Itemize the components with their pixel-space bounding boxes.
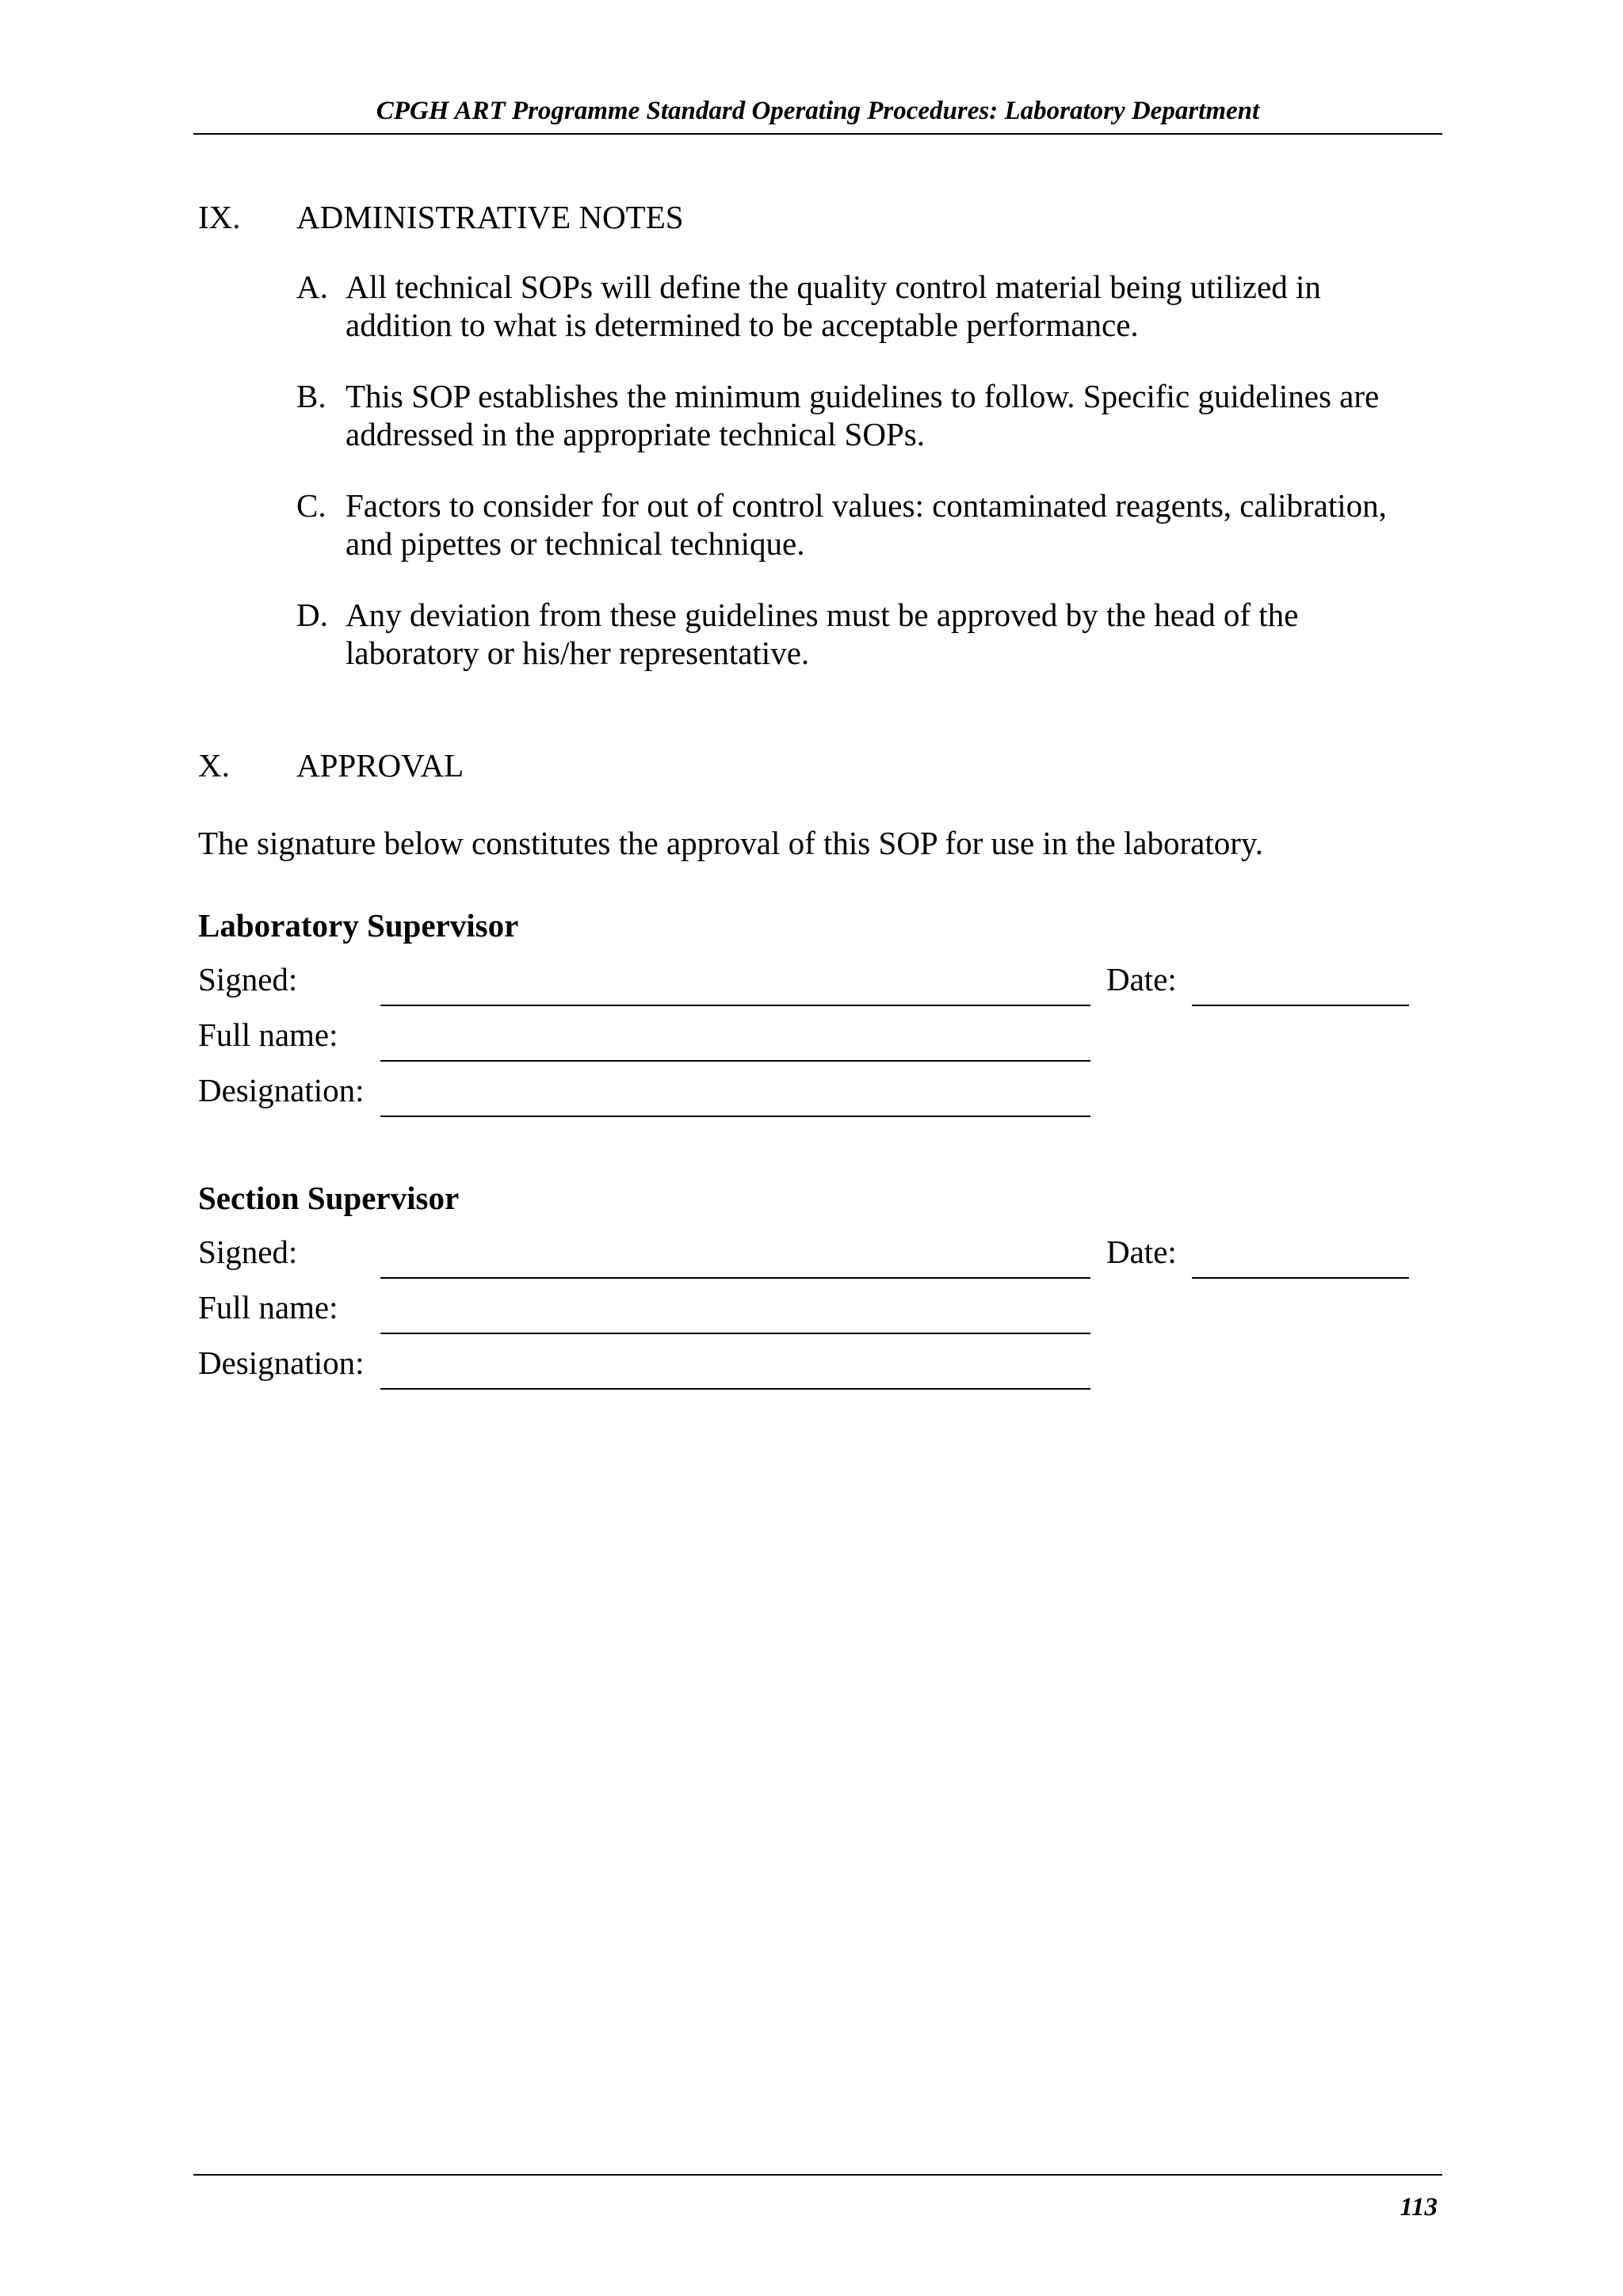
full-name-label: Full name: [198, 1289, 338, 1325]
section-x-number: X. [198, 747, 230, 784]
full-name-label: Full name: [198, 1016, 338, 1053]
designation-label: Designation: [198, 1072, 365, 1108]
list-item-text: addition to what is determined to be acceptable performance. [346, 307, 1139, 343]
list-item-text: All technical SOPs will define the quality control material being utilized in [346, 269, 1321, 305]
designation-line [380, 1116, 1090, 1117]
date-label: Date: [1106, 961, 1177, 997]
designation-line [380, 1388, 1090, 1390]
list-item-text: and pipettes or technical technique. [346, 525, 805, 562]
section-ix-title: ADMINISTRATIVE NOTES [296, 199, 684, 235]
list-item-text: Any deviation from these guidelines must be approved by the head of the [346, 597, 1299, 633]
designation-label: Designation: [198, 1344, 365, 1381]
list-item-text: Factors to consider for out of control values: contaminated reagents, calibration, [346, 487, 1387, 524]
approver-heading: Laboratory Supervisor [198, 907, 519, 944]
date-label: Date: [1106, 1234, 1177, 1270]
approval-statement: The signature below constitutes the approval of this SOP for use in the laboratory. [198, 825, 1263, 861]
signed-line [380, 1277, 1090, 1279]
list-item-letter: B. [296, 378, 327, 414]
list-item-letter: A. [296, 269, 328, 305]
approver-heading: Section Supervisor [198, 1180, 460, 1216]
date-line [1192, 1277, 1409, 1279]
running-header: CPGH ART Programme Standard Operating Procedures: Laboratory Department [376, 97, 1260, 125]
full-name-line [380, 1060, 1090, 1062]
signed-line [380, 1005, 1090, 1006]
signed-label: Signed: [198, 1234, 298, 1270]
list-item-text: laboratory or his/her representative. [346, 635, 810, 671]
list-item-letter: C. [296, 487, 327, 524]
page-number: 113 [1400, 2193, 1438, 2222]
full-name-line [380, 1333, 1090, 1334]
section-ix-number: IX. [198, 199, 241, 235]
list-item-text: This SOP establishes the minimum guidelines to follow. Specific guidelines are [346, 378, 1380, 414]
date-line [1192, 1005, 1409, 1006]
list-item-text: addressed in the appropriate technical SOPs. [346, 416, 925, 452]
section-x-title: APPROVAL [296, 747, 464, 784]
header-rule [193, 133, 1442, 135]
signed-label: Signed: [198, 961, 298, 997]
list-item-letter: D. [296, 597, 328, 633]
footer-rule [193, 2174, 1442, 2176]
